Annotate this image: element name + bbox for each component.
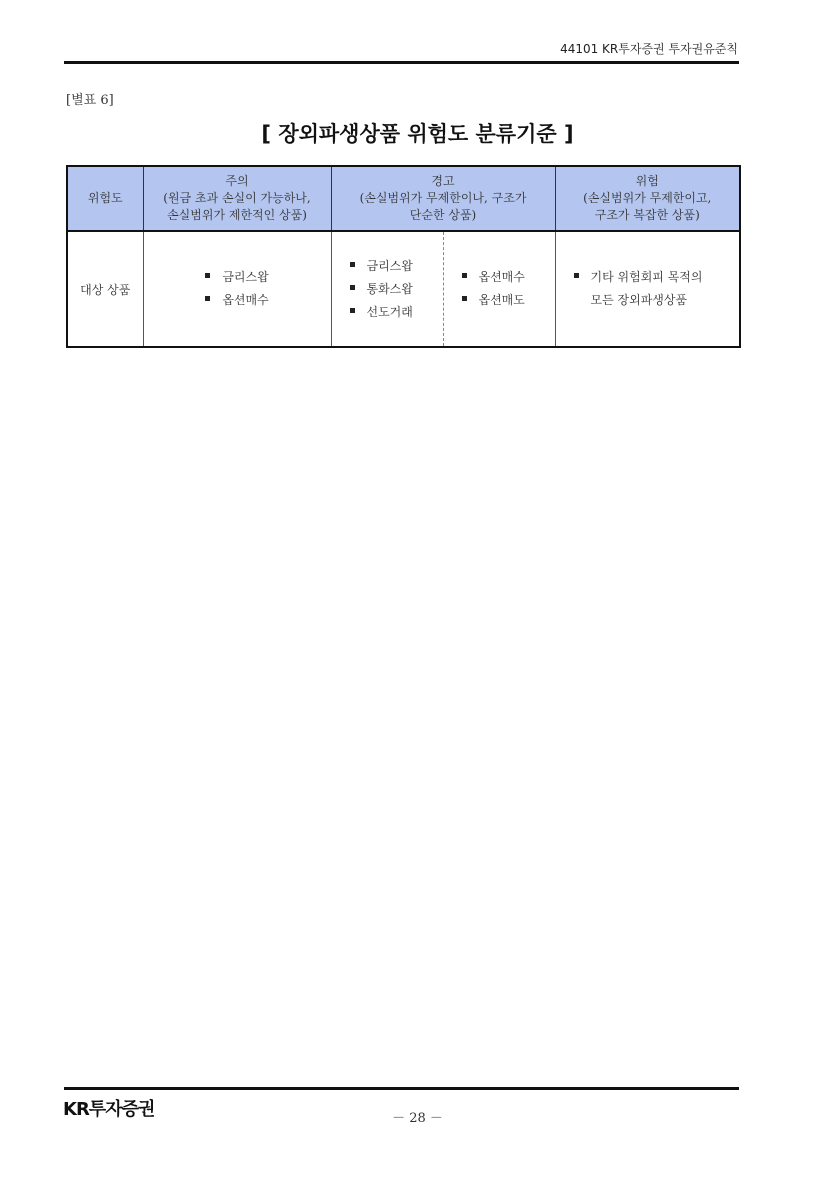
header-warning-desc-1: (손실범위가 무제한이나, 구조가 — [359, 191, 527, 205]
footer-rule — [64, 1087, 739, 1090]
list-item — [205, 266, 268, 289]
document-header-title: 44101 KR투자증권 투자권유준칙 — [560, 42, 738, 56]
product-label: 금리스왑 — [366, 258, 413, 273]
square-bullet-icon — [205, 273, 210, 278]
list-item — [462, 266, 555, 289]
list-item — [462, 289, 555, 312]
table-row — [67, 231, 740, 347]
header-caution-desc-1: (원금 초과 손실이 가능하나, — [163, 191, 311, 205]
product-label: 선도거래 — [366, 304, 413, 319]
product-label: 옵션매도 — [478, 293, 525, 307]
square-bullet-icon — [574, 273, 579, 278]
row-label-cell — [67, 231, 143, 347]
product-label: 금리스왑 — [222, 270, 269, 284]
warning-products-left-cell — [331, 231, 443, 347]
list-item — [205, 289, 268, 312]
list-item — [350, 301, 443, 324]
appendix-tag: [별표 6] — [66, 93, 114, 108]
header-risk-level-label: 위험도 — [87, 191, 123, 205]
page-number: － 28 － — [392, 1111, 443, 1126]
danger-products-cell — [555, 231, 740, 347]
header-danger-desc-1: (손실범위가 무제한이고, — [583, 191, 712, 205]
list-item — [574, 266, 740, 289]
square-bullet-icon — [350, 308, 355, 313]
product-label-continued: 모든 장외파생상품 — [590, 293, 688, 307]
product-label: 통화스왑 — [366, 281, 413, 296]
header-danger — [555, 166, 740, 231]
header-caution-desc-2: 손실범위가 제한적인 상품) — [167, 208, 307, 222]
header-risk-level — [67, 166, 143, 231]
square-bullet-icon — [462, 296, 467, 301]
square-bullet-icon — [350, 285, 355, 290]
row-label: 대상 상품 — [80, 282, 131, 297]
table-header-row — [67, 166, 740, 231]
square-bullet-icon — [350, 262, 355, 267]
header-danger-desc-2: 구조가 복잡한 상품) — [594, 208, 700, 222]
square-bullet-icon — [462, 273, 467, 278]
list-item — [350, 278, 443, 301]
warning-products-right-cell — [443, 231, 555, 347]
header-rule — [64, 61, 739, 64]
risk-classification-table — [66, 165, 741, 348]
product-label: 옵션매수 — [478, 270, 525, 284]
page-title: [ 장외파생상품 위험도 분류기준 ] — [261, 122, 574, 146]
header-danger-title: 위험 — [635, 174, 659, 188]
header-caution-title: 주의 — [225, 174, 249, 188]
header-warning-desc-2: 단순한 상품) — [409, 208, 477, 222]
list-item — [350, 255, 443, 278]
header-warning — [331, 166, 555, 231]
caution-products-cell — [143, 231, 331, 347]
product-label: 옵션매수 — [222, 293, 269, 307]
header-caution — [143, 166, 331, 231]
header-warning-title: 경고 — [431, 174, 455, 188]
company-logo: KR투자증권 — [63, 1099, 155, 1120]
product-label: 기타 위험회피 목적의 — [590, 270, 703, 284]
square-bullet-icon — [205, 296, 210, 301]
